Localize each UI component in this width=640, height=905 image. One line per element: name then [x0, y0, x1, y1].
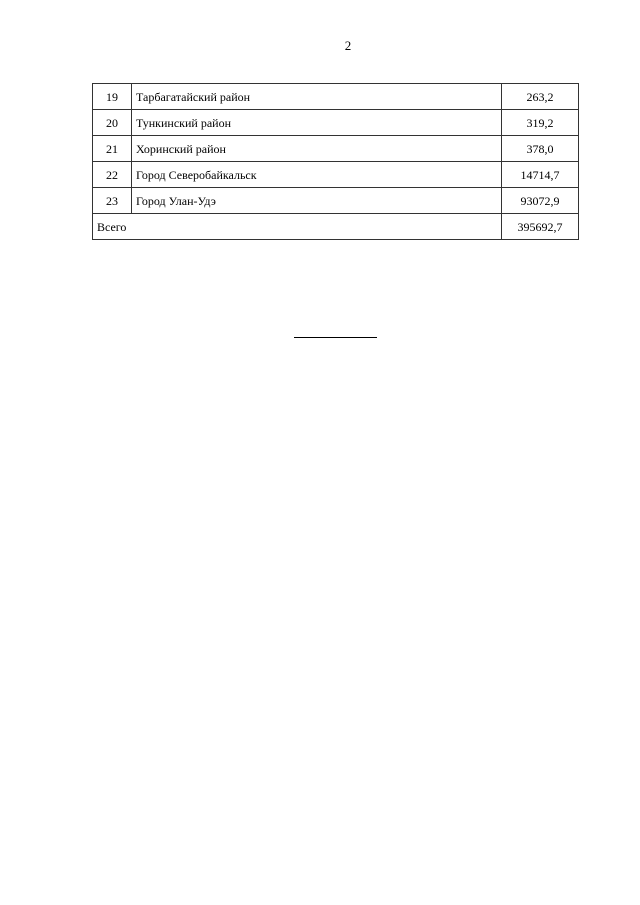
page-number: 2	[344, 38, 352, 53]
allocation-table	[92, 83, 579, 240]
district-name: Город Северобайкальск	[132, 162, 502, 188]
district-name: Тарбагатайский район	[132, 84, 502, 110]
amount-value: 93072,9	[502, 188, 579, 214]
end-of-document-rule	[294, 337, 377, 338]
amount-value: 378,0	[502, 136, 579, 162]
row-number: 22	[93, 162, 132, 188]
amount-value: 263,2	[502, 84, 579, 110]
table-row	[93, 162, 579, 188]
table-row	[93, 188, 579, 214]
row-number: 21	[93, 136, 132, 162]
amount-value: 319,2	[502, 110, 579, 136]
amount-value: 14714,7	[502, 162, 579, 188]
district-name: Тункинский район	[132, 110, 502, 136]
total-row	[93, 214, 579, 240]
total-label: Всего	[93, 214, 502, 240]
total-value: 395692,7	[502, 214, 579, 240]
table-row	[93, 84, 579, 110]
row-number: 20	[93, 110, 132, 136]
row-number: 23	[93, 188, 132, 214]
district-name: Город Улан-Удэ	[132, 188, 502, 214]
table-row	[93, 110, 579, 136]
row-number: 19	[93, 84, 132, 110]
table-row	[93, 136, 579, 162]
district-name: Хоринский район	[132, 136, 502, 162]
